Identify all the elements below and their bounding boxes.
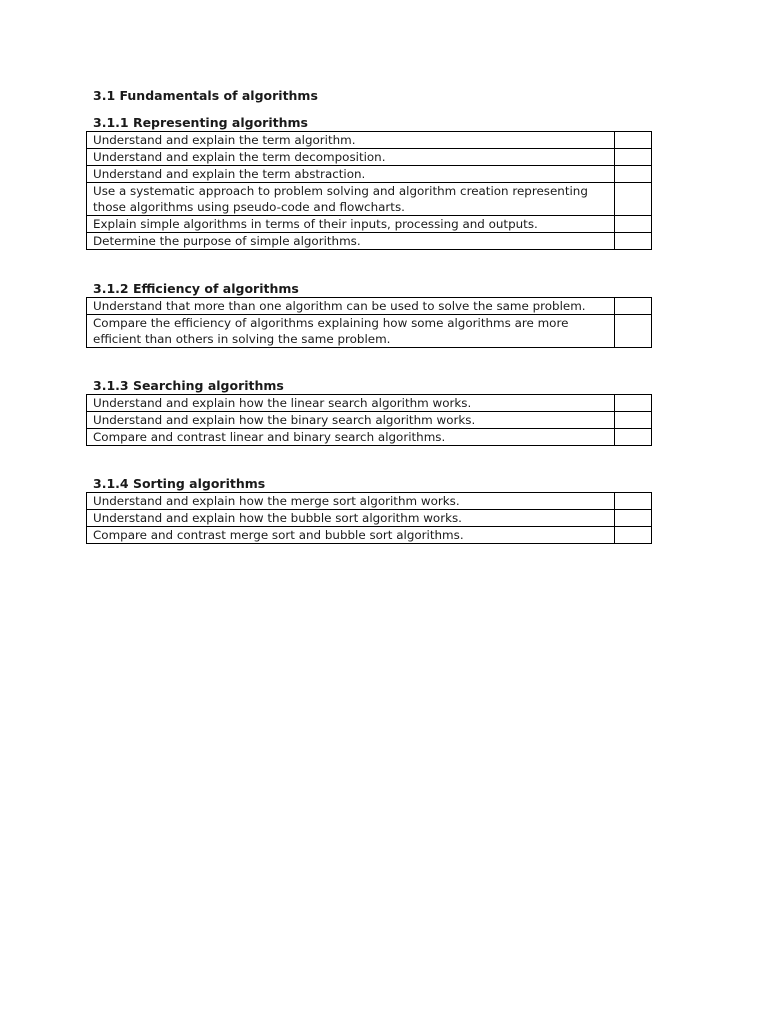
- table-row: [87, 510, 652, 527]
- checklist-table: [86, 131, 652, 250]
- table-row: [87, 412, 652, 429]
- item-text: Compare and contrast linear and binary search algorithms.: [87, 429, 615, 446]
- table-row: [87, 216, 652, 233]
- section-heading: 3.1.3 Searching algorithms: [93, 378, 284, 393]
- item-text: Determine the purpose of simple algorithms.: [87, 233, 615, 250]
- item-text: Understand and explain how the binary search algorithm works.: [87, 412, 615, 429]
- item-text: Explain simple algorithms in terms of their inputs, processing and outputs.: [87, 216, 615, 233]
- checkbox-cell[interactable]: [615, 412, 652, 429]
- table-row: [87, 233, 652, 250]
- section-searching-algorithms: [86, 377, 652, 446]
- checkbox-cell[interactable]: [615, 527, 652, 544]
- checkbox-cell[interactable]: [615, 149, 652, 166]
- section-heading: 3.1.4 Sorting algorithms: [93, 476, 266, 491]
- table-row: [87, 166, 652, 183]
- item-text: Understand and explain how the linear search algorithm works.: [87, 395, 615, 412]
- checkbox-cell[interactable]: [615, 183, 652, 216]
- checklist-table: [86, 297, 652, 348]
- item-text: Understand and explain how the bubble sort algorithm works.: [87, 510, 615, 527]
- item-text: Understand and explain the term algorithm.: [87, 132, 615, 149]
- table-row: [87, 298, 652, 315]
- page-title: 3.1 Fundamentals of algorithms: [93, 88, 318, 103]
- table-row: [87, 315, 652, 348]
- table-row: [87, 149, 652, 166]
- table-row: [87, 132, 652, 149]
- checkbox-cell[interactable]: [615, 429, 652, 446]
- checkbox-cell[interactable]: [615, 395, 652, 412]
- section-efficiency-of-algorithms: [86, 280, 652, 348]
- checkbox-cell[interactable]: [615, 298, 652, 315]
- table-row: [87, 527, 652, 544]
- table-row: [87, 395, 652, 412]
- checkbox-cell[interactable]: [615, 233, 652, 250]
- table-row: [87, 429, 652, 446]
- checkbox-cell[interactable]: [615, 132, 652, 149]
- section-sorting-algorithms: [86, 475, 652, 544]
- checkbox-cell[interactable]: [615, 510, 652, 527]
- item-text: Understand and explain the term decomposition.: [87, 149, 615, 166]
- checkbox-cell[interactable]: [615, 315, 652, 348]
- table-row: [87, 493, 652, 510]
- checkbox-cell[interactable]: [615, 166, 652, 183]
- section-representing-algorithms: [86, 114, 652, 250]
- checklist-table: [86, 394, 652, 446]
- item-text: Understand that more than one algorithm can be used to solve the same problem.: [87, 298, 615, 315]
- checkbox-cell[interactable]: [615, 216, 652, 233]
- item-text: Use a systematic approach to problem solving and algorithm creation representing those algorithms using pseudo-code and flowcharts.: [87, 183, 615, 216]
- checklist-table: [86, 492, 652, 544]
- checkbox-cell[interactable]: [615, 493, 652, 510]
- item-text: Understand and explain how the merge sort algorithm works.: [87, 493, 615, 510]
- section-heading: 3.1.2 Efficiency of algorithms: [93, 281, 299, 296]
- table-row: [87, 183, 652, 216]
- section-heading: 3.1.1 Representing algorithms: [93, 115, 308, 130]
- item-text: Compare and contrast merge sort and bubble sort algorithms.: [87, 527, 615, 544]
- item-text: Compare the efficiency of algorithms explaining how some algorithms are more efficient than others in solving the same problem.: [87, 315, 615, 348]
- item-text: Understand and explain the term abstraction.: [87, 166, 615, 183]
